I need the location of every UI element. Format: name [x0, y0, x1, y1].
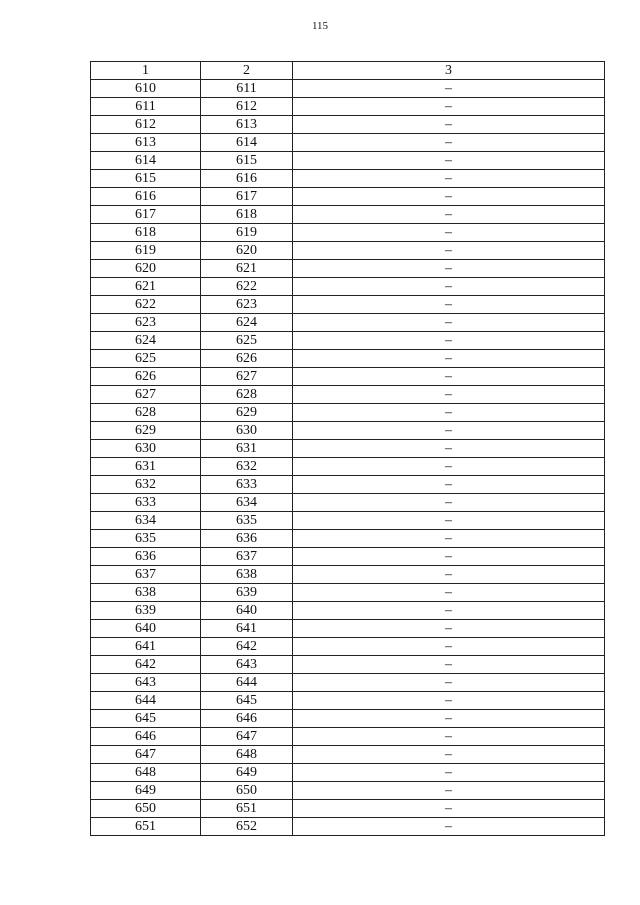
table-cell: – — [293, 296, 605, 314]
table-cell: 628 — [201, 386, 293, 404]
table-cell: 639 — [91, 602, 201, 620]
table-cell: – — [293, 638, 605, 656]
table-cell: – — [293, 530, 605, 548]
table-cell: 625 — [201, 332, 293, 350]
table-row — [91, 764, 605, 782]
table-cell: 649 — [91, 782, 201, 800]
table-cell: 633 — [201, 476, 293, 494]
table-cell: 643 — [201, 656, 293, 674]
table-cell: – — [293, 368, 605, 386]
column-header: 2 — [201, 62, 293, 80]
table-cell: – — [293, 116, 605, 134]
table-cell: 619 — [201, 224, 293, 242]
table-cell: 613 — [91, 134, 201, 152]
table-cell: 618 — [91, 224, 201, 242]
table-cell: 635 — [201, 512, 293, 530]
table-row — [91, 386, 605, 404]
table-cell: 610 — [91, 80, 201, 98]
table-cell: 650 — [201, 782, 293, 800]
table-body — [91, 80, 605, 836]
table-row — [91, 584, 605, 602]
table-cell: 624 — [201, 314, 293, 332]
table-row — [91, 98, 605, 116]
table-cell: 614 — [201, 134, 293, 152]
table-cell: 636 — [201, 530, 293, 548]
table-cell: 621 — [91, 278, 201, 296]
table-row — [91, 692, 605, 710]
column-header: 1 — [91, 62, 201, 80]
table-cell: – — [293, 314, 605, 332]
table-cell: 651 — [91, 818, 201, 836]
table-cell: 652 — [201, 818, 293, 836]
table-cell: – — [293, 134, 605, 152]
table-cell: – — [293, 260, 605, 278]
table-cell: – — [293, 512, 605, 530]
table-cell: – — [293, 584, 605, 602]
table-cell: 614 — [91, 152, 201, 170]
table-cell: – — [293, 566, 605, 584]
table-cell: 613 — [201, 116, 293, 134]
table-header — [91, 62, 605, 80]
table-row — [91, 170, 605, 188]
table-cell: 638 — [91, 584, 201, 602]
table-cell: 618 — [201, 206, 293, 224]
table-cell: – — [293, 224, 605, 242]
table-cell: 616 — [91, 188, 201, 206]
table-row — [91, 116, 605, 134]
table-row — [91, 314, 605, 332]
table-cell: 647 — [91, 746, 201, 764]
table-cell: 617 — [201, 188, 293, 206]
table-row — [91, 278, 605, 296]
table-cell: 643 — [91, 674, 201, 692]
table-cell: 632 — [201, 458, 293, 476]
table-row — [91, 710, 605, 728]
table-row — [91, 512, 605, 530]
table-cell: 622 — [91, 296, 201, 314]
table-cell: – — [293, 800, 605, 818]
table-row — [91, 134, 605, 152]
table-cell: 637 — [91, 566, 201, 584]
table-row — [91, 548, 605, 566]
table-cell: 630 — [91, 440, 201, 458]
table-cell: 635 — [91, 530, 201, 548]
table-cell: 641 — [201, 620, 293, 638]
table-cell: 644 — [91, 692, 201, 710]
table-cell: 617 — [91, 206, 201, 224]
table-row — [91, 782, 605, 800]
table-cell: 622 — [201, 278, 293, 296]
table-row — [91, 152, 605, 170]
table-cell: 612 — [201, 98, 293, 116]
table-cell: – — [293, 674, 605, 692]
table-cell: 626 — [91, 368, 201, 386]
table-cell: 640 — [201, 602, 293, 620]
table-cell: 611 — [201, 80, 293, 98]
table-cell: 615 — [201, 152, 293, 170]
table-cell: – — [293, 170, 605, 188]
table-cell: – — [293, 188, 605, 206]
table-cell: – — [293, 476, 605, 494]
table-cell: 650 — [91, 800, 201, 818]
table-cell: 612 — [91, 116, 201, 134]
table-cell: 644 — [201, 674, 293, 692]
table-row — [91, 242, 605, 260]
table-row — [91, 674, 605, 692]
table-cell: 629 — [91, 422, 201, 440]
table-cell: – — [293, 656, 605, 674]
table-cell: – — [293, 422, 605, 440]
table-cell: 628 — [91, 404, 201, 422]
table-cell: 637 — [201, 548, 293, 566]
table-cell: 646 — [201, 710, 293, 728]
table-cell: 631 — [201, 440, 293, 458]
table-row — [91, 188, 605, 206]
table-cell: 639 — [201, 584, 293, 602]
table-cell: 615 — [91, 170, 201, 188]
data-table — [90, 61, 605, 836]
table-row — [91, 440, 605, 458]
table-cell: 640 — [91, 620, 201, 638]
table-cell: 630 — [201, 422, 293, 440]
table-row — [91, 728, 605, 746]
table-cell: – — [293, 404, 605, 422]
table-cell: 627 — [201, 368, 293, 386]
table-row — [91, 818, 605, 836]
table-cell: – — [293, 80, 605, 98]
table-cell: 624 — [91, 332, 201, 350]
table-cell: – — [293, 458, 605, 476]
table-row — [91, 638, 605, 656]
table-row — [91, 224, 605, 242]
table-cell: 620 — [201, 242, 293, 260]
table-row — [91, 476, 605, 494]
header-row — [91, 62, 605, 80]
table-row — [91, 746, 605, 764]
table-cell: – — [293, 332, 605, 350]
table-row — [91, 458, 605, 476]
table-row — [91, 350, 605, 368]
table-cell: 638 — [201, 566, 293, 584]
table-cell: – — [293, 710, 605, 728]
table-cell: – — [293, 152, 605, 170]
table-row — [91, 656, 605, 674]
table-cell: 616 — [201, 170, 293, 188]
table-row — [91, 296, 605, 314]
table-cell: – — [293, 440, 605, 458]
table-cell: 631 — [91, 458, 201, 476]
table-row — [91, 80, 605, 98]
table-cell: 648 — [201, 746, 293, 764]
table-cell: 627 — [91, 386, 201, 404]
table-row — [91, 422, 605, 440]
table-row — [91, 494, 605, 512]
table-cell: – — [293, 98, 605, 116]
table-row — [91, 800, 605, 818]
table-cell: – — [293, 620, 605, 638]
table-cell: 642 — [201, 638, 293, 656]
table-cell: – — [293, 206, 605, 224]
table-cell: 626 — [201, 350, 293, 368]
table-row — [91, 206, 605, 224]
table-row — [91, 404, 605, 422]
table-cell: 629 — [201, 404, 293, 422]
table-row — [91, 530, 605, 548]
table-cell: 641 — [91, 638, 201, 656]
table-cell: – — [293, 602, 605, 620]
table-cell: – — [293, 764, 605, 782]
table-cell: – — [293, 278, 605, 296]
table-cell: – — [293, 386, 605, 404]
table-cell: 645 — [201, 692, 293, 710]
table-cell: 649 — [201, 764, 293, 782]
table-cell: 634 — [91, 512, 201, 530]
table-cell: 611 — [91, 98, 201, 116]
table-row — [91, 566, 605, 584]
table-cell: 619 — [91, 242, 201, 260]
table-cell: – — [293, 818, 605, 836]
table-cell: 625 — [91, 350, 201, 368]
table-row — [91, 260, 605, 278]
table-cell: 634 — [201, 494, 293, 512]
table-row — [91, 332, 605, 350]
table-row — [91, 620, 605, 638]
table-cell: – — [293, 242, 605, 260]
table-cell: 645 — [91, 710, 201, 728]
table-cell: – — [293, 350, 605, 368]
table-cell: 651 — [201, 800, 293, 818]
table-cell: 648 — [91, 764, 201, 782]
page-number: 115 — [311, 20, 329, 32]
table-cell: – — [293, 548, 605, 566]
table-row — [91, 602, 605, 620]
table-cell: 646 — [91, 728, 201, 746]
table-cell: – — [293, 494, 605, 512]
table-cell: 647 — [201, 728, 293, 746]
table-cell: 636 — [91, 548, 201, 566]
table-cell: 621 — [201, 260, 293, 278]
table-cell: 642 — [91, 656, 201, 674]
table-row — [91, 368, 605, 386]
table-cell: 623 — [91, 314, 201, 332]
table-cell: 623 — [201, 296, 293, 314]
table-cell: – — [293, 746, 605, 764]
table-cell: 633 — [91, 494, 201, 512]
table-cell: 632 — [91, 476, 201, 494]
table-cell: – — [293, 728, 605, 746]
table-cell: – — [293, 692, 605, 710]
table-cell: – — [293, 782, 605, 800]
column-header: 3 — [293, 62, 605, 80]
table-cell: 620 — [91, 260, 201, 278]
